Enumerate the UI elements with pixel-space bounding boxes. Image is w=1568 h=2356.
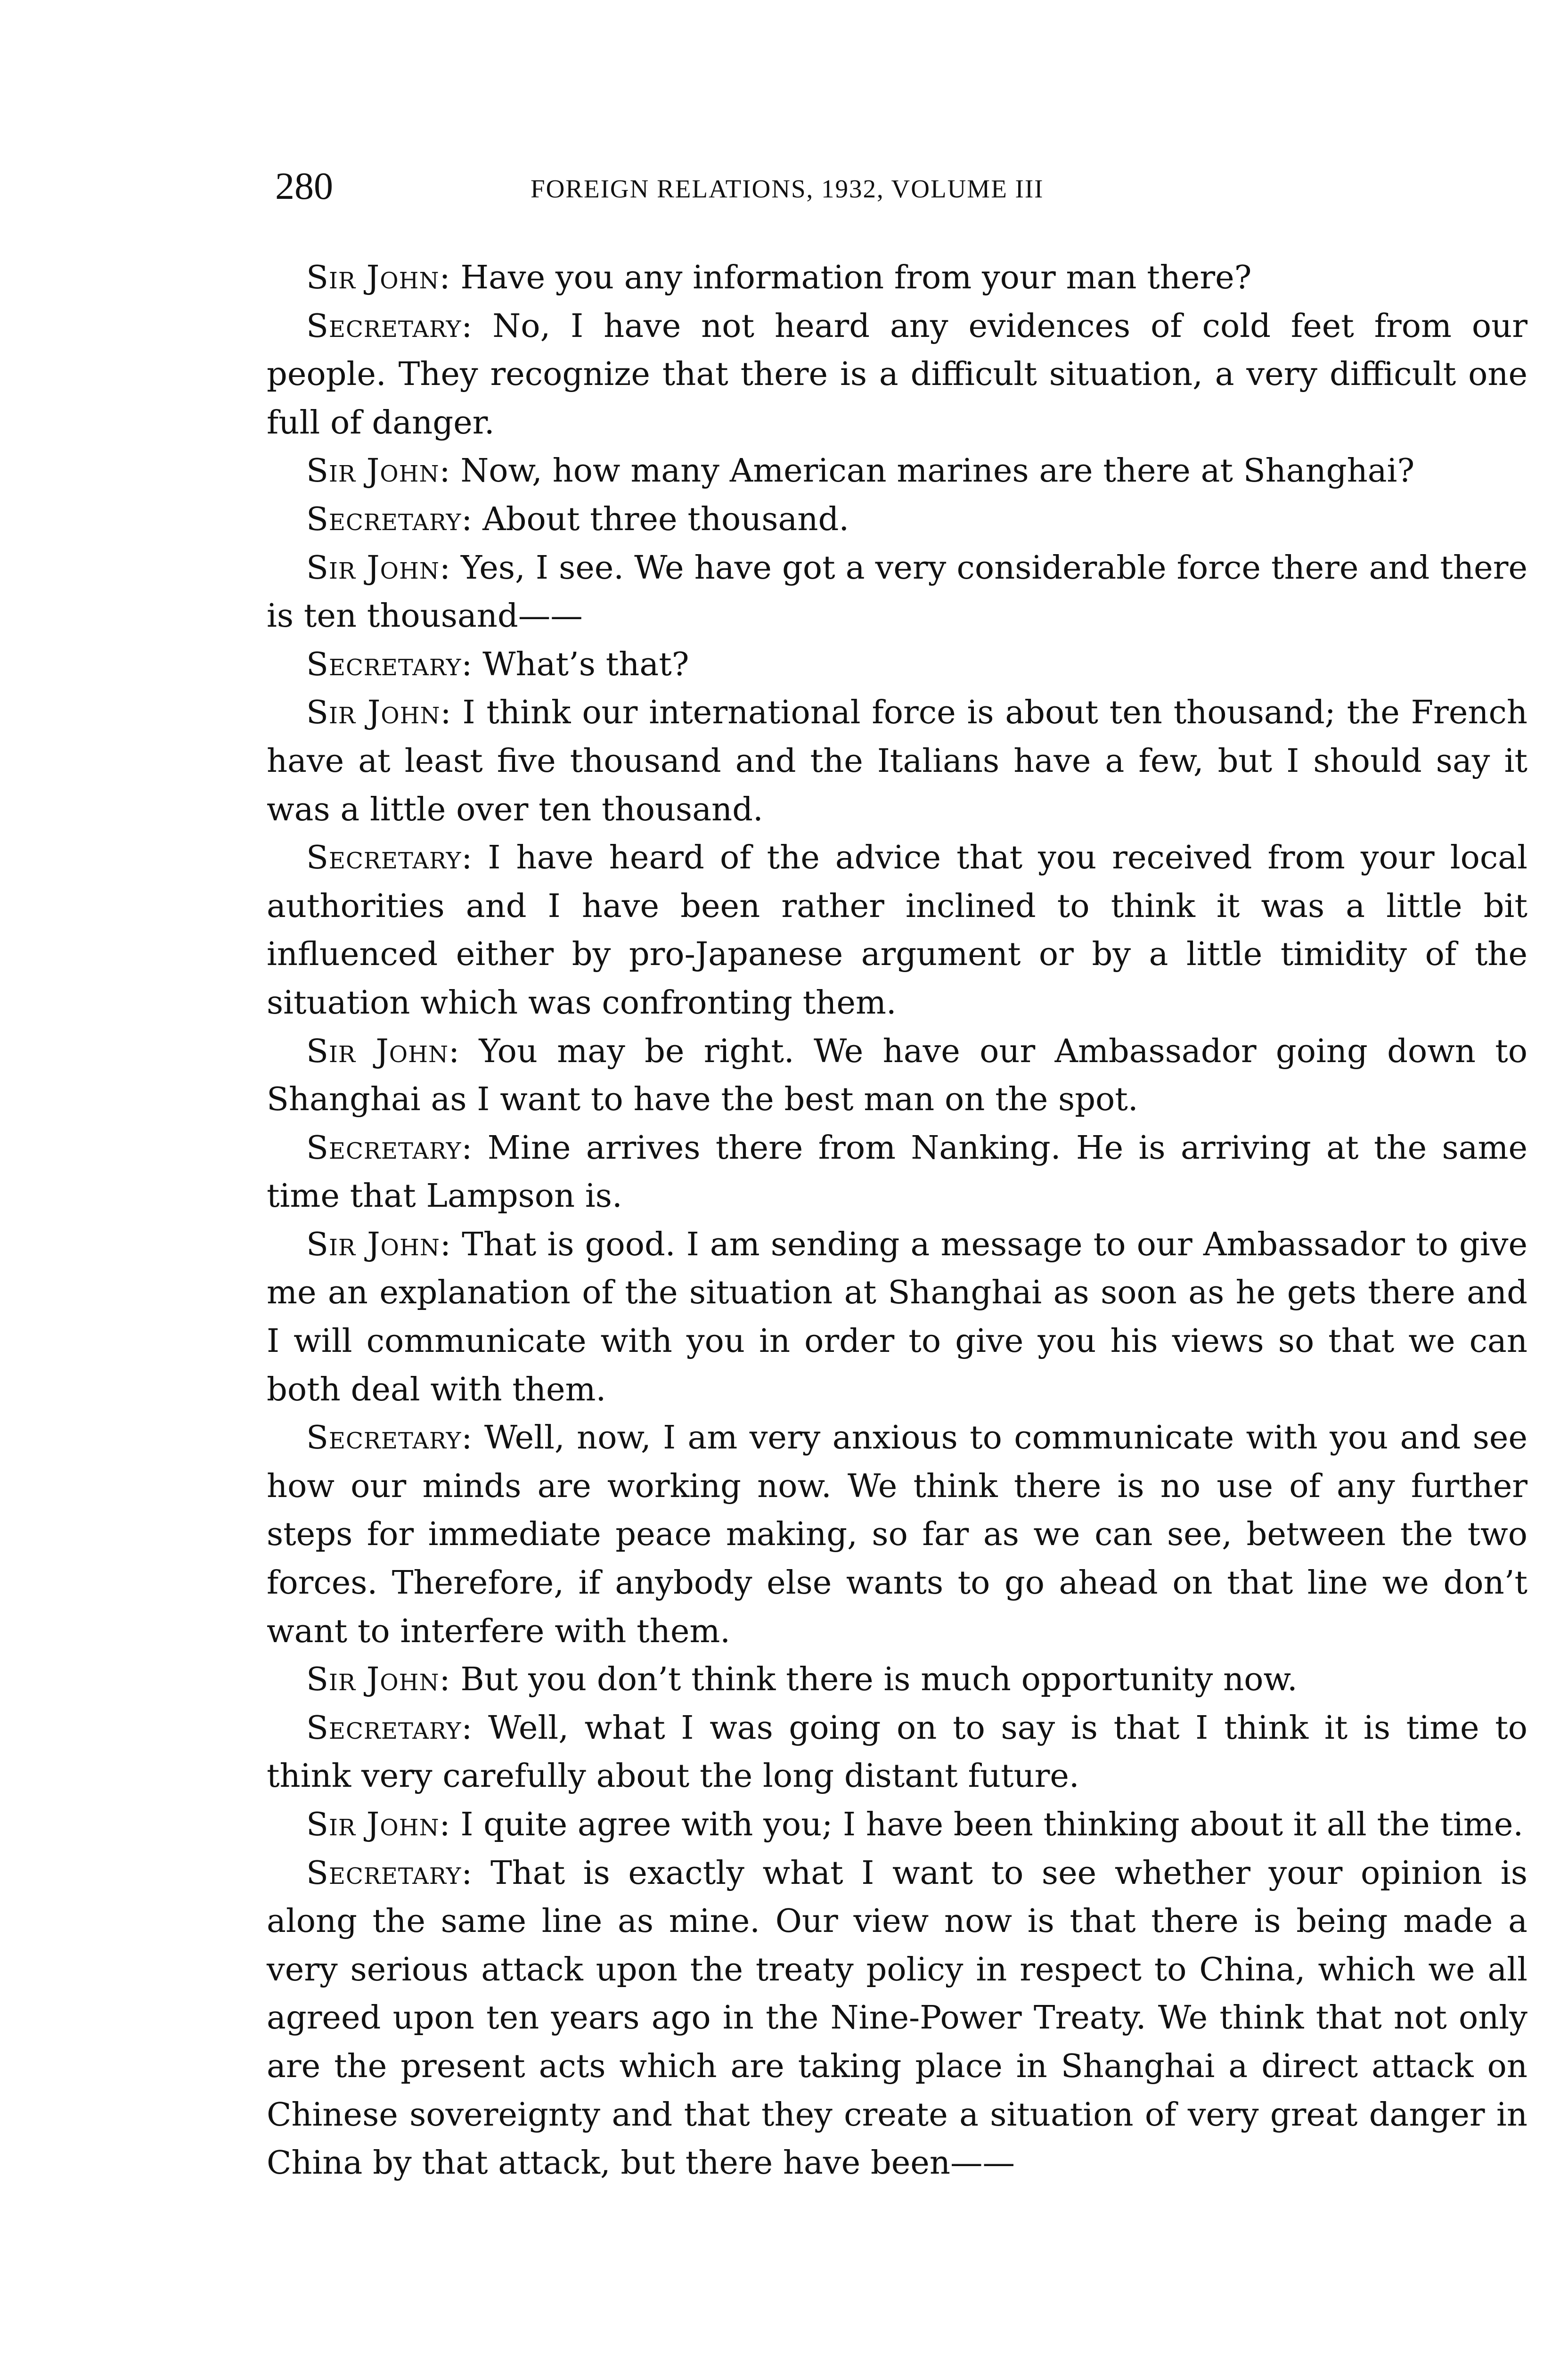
speaker-name: Sir John [306, 1225, 440, 1263]
running-title: FOREIGN RELATIONS, 1932, VOLUME III [531, 174, 1044, 203]
paragraph: Sir John: Have you any information from your man there? [306, 259, 1252, 296]
paragraph: Secretary: Mine arrives there from Nanking. He is arriving at the same time that Lampson is. [267, 1129, 1528, 1215]
paragraph: Sir John: But you don’t think there is much opportunity now. [306, 1661, 1298, 1699]
speech-text: I have heard of the advice that you received from your local authorities and I have been rather inclined to think it was a little bit influenced either by pro-Japanese argument or by a little timidity of the situation which was confronting them. [267, 839, 1527, 1022]
speaker-name: Secretary [306, 1129, 462, 1167]
speech-text: Well, what I was going on to say is that I think it is time to think very carefully about the long distant future. [267, 1709, 1528, 1795]
speaker-name: Sir John [306, 1806, 440, 1843]
speech-text: That is exactly what I want to see whether your opinion is along the same line as mine. Our view now is that there is being made a very serious attack upon the treaty policy in respect to China, which we all agreed upon ten years ago in the Nine-Power Treaty. We think that not only are the present acts which are taking place in Shanghai a direct attack on Chinese sovereignty and that they create a situation of very great danger in China by that attack, but there have been—— [267, 1854, 1527, 2182]
speech-text: Now, how many American marines are there at Shanghai? [460, 452, 1415, 490]
document-page [267, 165, 1527, 2187]
speech-text: I quite agree with you; I have been thinking about it all the time. [460, 1806, 1524, 1843]
speaker-name: Secretary [306, 1854, 462, 1892]
paragraph: Sir John: You may be right. We have our Ambassador going down to Shanghai as I want to have the best man on the spot. [267, 1032, 1528, 1119]
paragraph: Sir John: I think our international force is about ten thousand; the French have at least five thousand and the Italians have a few, but I should say it was a little over ten thousand. [267, 694, 1527, 828]
speaker-name: Sir John [306, 1032, 449, 1070]
page-header [267, 165, 1527, 226]
speech-text: You may be right. We have our Ambassador going down to Shanghai as I want to have the best man on the spot. [267, 1032, 1528, 1119]
body-text [267, 254, 1527, 2187]
speech-text: That is good. I am sending a message to our Ambassador to give me an explanation of the situation at Shanghai as soon as he gets there and I will communicate with you in order to give you his views so that we can both deal with them. [267, 1225, 1528, 1408]
paragraph: Sir John: That is good. I am sending a message to our Ambassador to give me an explanation of the situation at Shanghai as soon as he gets there and I will communicate with you in order to give you his views so that we can both deal with them. [267, 1225, 1528, 1408]
speaker-name: Sir John [306, 452, 440, 490]
speech-text: Well, now, I am very anxious to communicate with you and see how our minds are working now. We think there is no use of any further steps for immediate peace making, so far as we can see, between the two forces. Therefore, if anybody else wants to go ahead on that line we don’t want to interfere with them. [267, 1419, 1528, 1650]
speech-text: I think our international force is about ten thousand; the French have at least five thousand and the Italians have a few, but I should say it was a little over ten thousand. [267, 694, 1527, 828]
paragraph: Secretary: Well, what I was going on to say is that I think it is time to think very carefully about the long distant future. [267, 1709, 1528, 1795]
paragraph: Secretary: I have heard of the advice that you received from your local authorities and I have been rather inclined to think it was a little bit influenced either by pro-Japanese argument or by a little timidity of the situation which was confronting them. [267, 839, 1527, 1022]
speaker-name: Sir John [306, 1661, 440, 1699]
paragraph: Secretary: What’s that? [306, 645, 689, 683]
paragraph: Sir John: I quite agree with you; I have been thinking about it all the time. [306, 1806, 1524, 1843]
speech-text: No, I have not heard any evidences of cold feet from our people. They recognize that there is a difficult situation, a very difficult one full of danger. [267, 307, 1527, 442]
speaker-name: Secretary [306, 1709, 462, 1747]
paragraph: Sir John: Now, how many American marines are there at Shanghai? [306, 452, 1415, 490]
paragraph: Secretary: That is exactly what I want to see whether your opinion is along the same line as mine. Our view now is that there is being made a very serious attack upon the treaty policy in respect to China, which we all agreed upon ten years ago in the Nine-Power Treaty. We think that not only are the present acts which are taking place in Shanghai a direct attack on Chinese sovereignty and that they create a situation of very great danger in China by that attack, but there have been—— [267, 1854, 1527, 2182]
speech-text: Yes, I see. We have got a very considerable force there and there is ten thousand—— [267, 548, 1527, 635]
speaker-name: Sir John [306, 548, 440, 587]
paragraph: Sir John: Yes, I see. We have got a very considerable force there and there is ten thousand—— [267, 548, 1527, 635]
speaker-name: Sir John [306, 259, 440, 296]
paragraph: Secretary: About three thousand. [306, 500, 849, 538]
page-number: 280 [275, 164, 333, 207]
speaker-name: Secretary [306, 839, 462, 877]
speaker-name: Secretary [306, 307, 462, 345]
speaker-name: Secretary [306, 500, 462, 538]
speech-text: About three thousand. [482, 500, 849, 538]
paragraph: Secretary: No, I have not heard any evidences of cold feet from our people. They recognize that there is a difficult situation, a very difficult one full of danger. [267, 307, 1527, 442]
speaker-name: Sir John [306, 694, 441, 732]
speech-text: But you don’t think there is much opportunity now. [460, 1661, 1298, 1699]
speech-text: Have you any information from your man there? [460, 259, 1252, 296]
speaker-name: Secretary [306, 1419, 462, 1457]
paragraph: Secretary: Well, now, I am very anxious to communicate with you and see how our minds are working now. We think there is no use of any further steps for immediate peace making, so far as we can see, between the two forces. Therefore, if anybody else wants to go ahead on that line we don’t want to interfere with them. [267, 1419, 1528, 1650]
speech-text: What’s that? [482, 645, 689, 683]
speaker-name: Secretary [306, 645, 462, 683]
speech-text: Mine arrives there from Nanking. He is arriving at the same time that Lampson is. [267, 1129, 1528, 1215]
